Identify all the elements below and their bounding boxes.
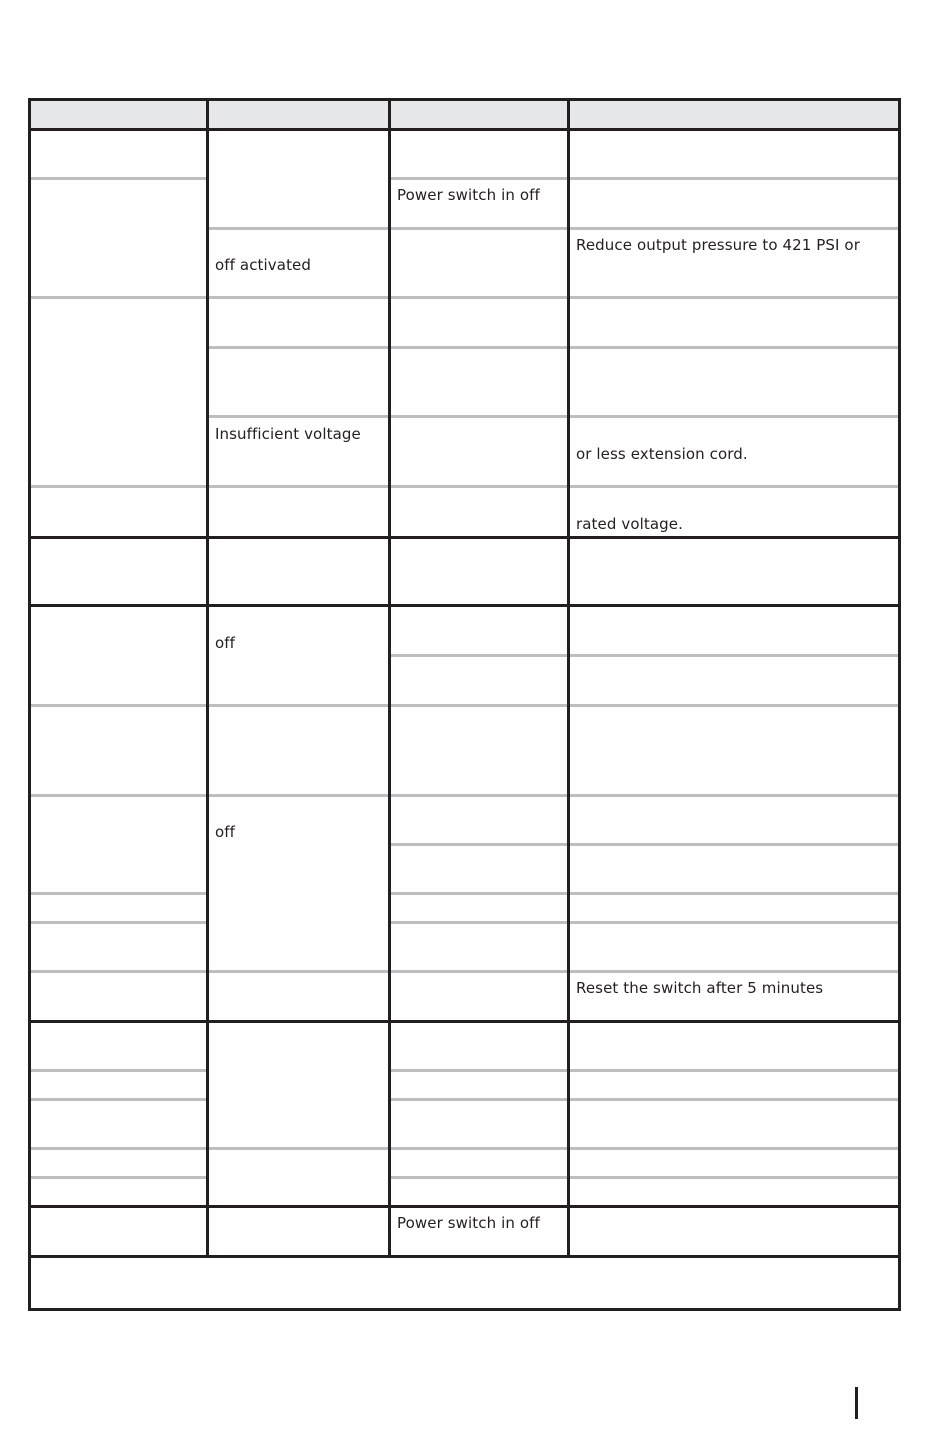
table-rule bbox=[28, 98, 900, 101]
table-rule bbox=[898, 98, 901, 1311]
table-cell: Reduce output pressure to 421 PSI or bbox=[576, 236, 860, 254]
table-rule bbox=[29, 485, 207, 488]
table-rule bbox=[29, 704, 389, 707]
table-rule bbox=[28, 1205, 900, 1208]
table-rule bbox=[29, 970, 207, 973]
table-rule bbox=[28, 604, 900, 607]
table-rule bbox=[28, 536, 900, 539]
table-rule bbox=[389, 1176, 899, 1179]
table-rule bbox=[389, 177, 899, 180]
table-rule bbox=[207, 227, 899, 230]
table-cell: Insufficient voltage bbox=[215, 425, 361, 443]
table-rule bbox=[28, 1308, 900, 1311]
table-rule bbox=[207, 485, 899, 488]
table-rule bbox=[388, 98, 391, 1256]
table-cell: rated voltage. bbox=[576, 515, 683, 533]
table-cell: off activated bbox=[215, 256, 311, 274]
table-rule bbox=[29, 921, 207, 924]
table-rule bbox=[29, 177, 207, 180]
table-rule bbox=[207, 1147, 899, 1150]
table-rule bbox=[207, 794, 899, 797]
table-rule bbox=[567, 98, 570, 1256]
table-cell: or less extension cord. bbox=[576, 445, 748, 463]
table-rule bbox=[29, 1147, 207, 1150]
table-rule bbox=[28, 1255, 900, 1258]
table-rule bbox=[28, 98, 31, 1311]
table-rule bbox=[389, 1069, 899, 1072]
table-rule bbox=[389, 704, 899, 707]
table-rule bbox=[389, 892, 899, 895]
table-rule bbox=[28, 128, 900, 131]
table-rule bbox=[389, 1098, 899, 1101]
table-cell: Reset the switch after 5 minutes bbox=[576, 979, 824, 997]
table-rule bbox=[29, 794, 207, 797]
table-cell: off bbox=[215, 823, 236, 841]
page-number-marker bbox=[855, 1387, 858, 1419]
table-cell: off bbox=[215, 634, 236, 652]
table-rule bbox=[207, 415, 899, 418]
table-rule bbox=[29, 1176, 207, 1179]
table-rule bbox=[389, 921, 899, 924]
table-rule bbox=[207, 296, 899, 299]
table-rule bbox=[206, 98, 209, 1256]
table-cell: Power switch in off bbox=[397, 186, 540, 204]
table-cell: Power switch in off bbox=[397, 1214, 540, 1232]
table-rule bbox=[29, 1069, 207, 1072]
table-header-row bbox=[29, 99, 899, 129]
table-rule bbox=[29, 892, 207, 895]
table-rule bbox=[29, 296, 207, 299]
table-rule bbox=[207, 970, 899, 973]
table-rule bbox=[29, 1098, 207, 1101]
table-rule bbox=[207, 346, 899, 349]
table-rule bbox=[389, 843, 899, 846]
table-rule bbox=[28, 1020, 900, 1023]
table-rule bbox=[389, 654, 899, 657]
